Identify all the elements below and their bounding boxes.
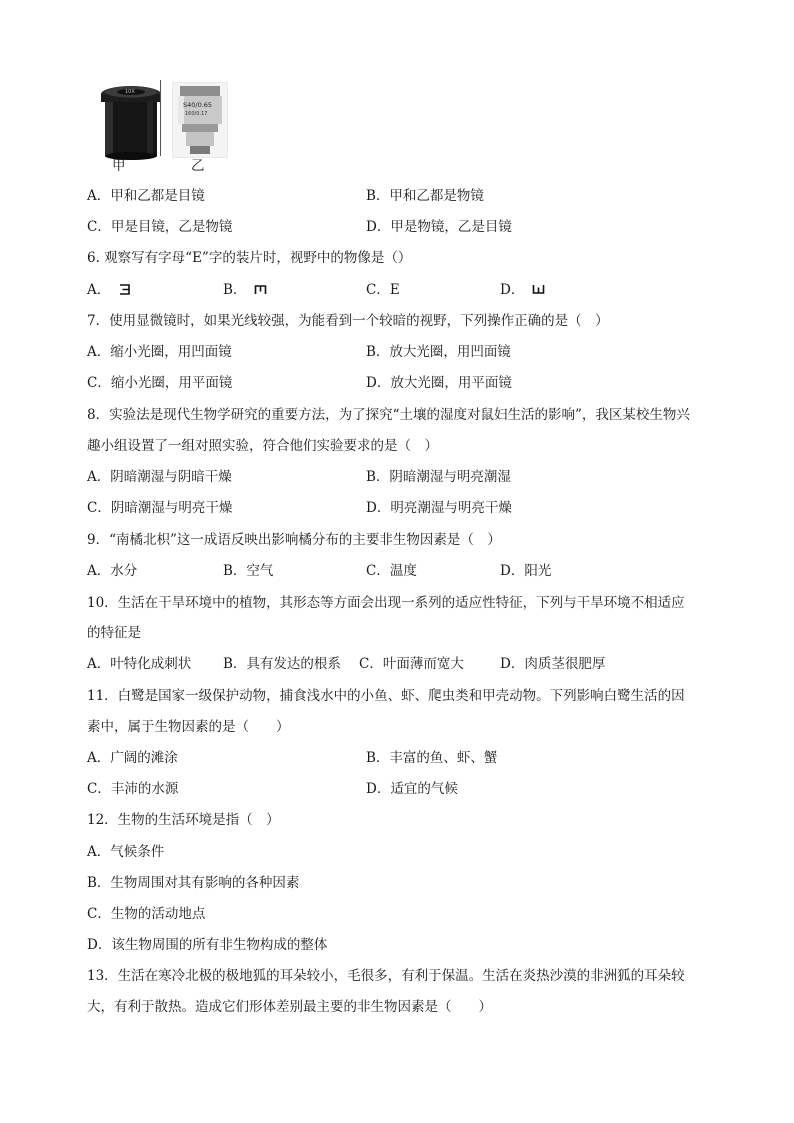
q9-option-b: B．空气: [223, 563, 274, 579]
q12-option-b: B．生物周围对其有影响的各种因素: [87, 875, 300, 891]
microscope-lens-figure: [86, 80, 236, 175]
q6-option-b: [223, 281, 267, 299]
q7-option-b: B．放大光圈，用凹面镜: [366, 344, 511, 360]
q11-stem-line-1: 11．白鹭是国家一级保护动物，捕食浅水中的小鱼、虾、爬虫类和甲壳动物。下列影响白鹭生活的因: [87, 688, 685, 704]
q11-stem-line-2: 素中，属于生物因素的是（ ）: [87, 719, 290, 735]
q6-option-c: C．E: [366, 282, 400, 298]
q5-option-a: A．甲和乙都是目镜: [87, 188, 205, 204]
label-yi: 乙: [191, 158, 205, 174]
q7-option-a: A．缩小光圈，用凹面镜: [87, 344, 232, 360]
q12-option-c: C．生物的活动地点: [87, 906, 206, 922]
q8-option-a: A．阴暗潮湿与阴暗干燥: [87, 469, 232, 485]
q7-option-c: C．缩小光圈，用平面镜: [87, 375, 233, 391]
q11-option-d: D．适宜的气候: [366, 781, 458, 797]
q9-option-d: D．阳光: [500, 563, 552, 579]
q6-option-b-label: B．: [223, 282, 247, 298]
label-jia: 甲: [112, 158, 126, 174]
q8-stem-line-2: 趣小组设置了一组对照实验，符合他们实验要求的是（ ）: [87, 438, 438, 454]
q13-stem-line-1: 13．生活在寒冷北极的极地狐的耳朵较小，毛很多，有利于保温。生活在炎热沙漠的非洲狐的耳朵较: [87, 968, 685, 984]
q5-option-d: D．甲是物镜，乙是目镜: [366, 219, 512, 235]
q10-option-d: D．肉质茎很肥厚: [500, 656, 606, 672]
q10-stem-line-1: 10．生活在干旱环境中的植物，其形态等方面会出现一系列的适应性特征，下列与干旱环境不相适应: [87, 595, 685, 611]
q9-stem: 9．“南橘北枳”这一成语反映出影响橘分布的主要非生物因素是（ ）: [87, 532, 501, 548]
q12-stem: 12．生物的生活环境是指（ ）: [87, 812, 280, 828]
e-rotated-up-glyph-icon: [532, 283, 545, 296]
q7-option-d: D．放大光圈，用平面镜: [366, 375, 512, 391]
e-rotated-down-glyph-icon: [254, 283, 267, 296]
eyepiece-image: [92, 82, 170, 160]
objective-image: [172, 82, 228, 158]
figure-divider: [160, 80, 161, 156]
q10-stem-line-2: 的特征是: [87, 625, 141, 641]
q8-option-d: D．明亮潮湿与明亮干燥: [366, 500, 512, 516]
q7-stem: 7．使用显微镜时，如果光线较强，为能看到一个较暗的视野，下列操作正确的是（ ）: [87, 313, 609, 329]
q13-stem-line-2: 大，有利于散热。造成它们形体差别最主要的非生物因素是（ ）: [87, 999, 492, 1015]
q6-option-a: [87, 281, 131, 299]
q5-option-c: C．甲是目镜，乙是物镜: [87, 219, 233, 235]
q11-option-c: C．丰沛的水源: [87, 781, 179, 797]
q8-stem-line-1: 8．实验法是现代生物学研究的重要方法，为了探究“土壤的湿度对鼠妇生活的影响”，我区某校生物兴: [87, 407, 690, 423]
q8-option-c: C．阴暗潮湿与明亮干燥: [87, 500, 233, 516]
q6-option-d-label: D．: [500, 282, 525, 298]
q8-option-b: B．阴暗潮湿与明亮潮湿: [366, 469, 511, 485]
objective-marking-1: S40/0.65: [183, 101, 213, 109]
q10-option-b: B．具有发达的根系: [223, 656, 341, 672]
q12-option-d: D．该生物周围的所有非生物构成的整体: [87, 937, 328, 953]
q6-option-a-label: A．: [87, 282, 111, 298]
eyepiece-marking: 10X: [125, 89, 135, 95]
q6-stem: 6. 观察写有字母“E”字的装片时，视野中的物像是（）: [87, 250, 412, 266]
q5-option-b: B．甲和乙都是物镜: [366, 188, 484, 204]
e-mirrored-glyph-icon: [118, 283, 131, 296]
q11-option-b: B．丰富的鱼、虾、蟹: [366, 750, 498, 766]
q6-option-d: [500, 281, 545, 299]
objective-marking-2: 160/0.17: [185, 111, 208, 117]
q12-option-a: A．气候条件: [87, 844, 165, 860]
q9-option-a: A．水分: [87, 563, 138, 579]
q9-option-c: C．温度: [366, 563, 417, 579]
q10-option-a: A．叶特化成刺状: [87, 656, 192, 672]
q11-option-a: A．广阔的滩涂: [87, 750, 178, 766]
q10-option-c: C．叶面薄而宽大: [359, 656, 464, 672]
